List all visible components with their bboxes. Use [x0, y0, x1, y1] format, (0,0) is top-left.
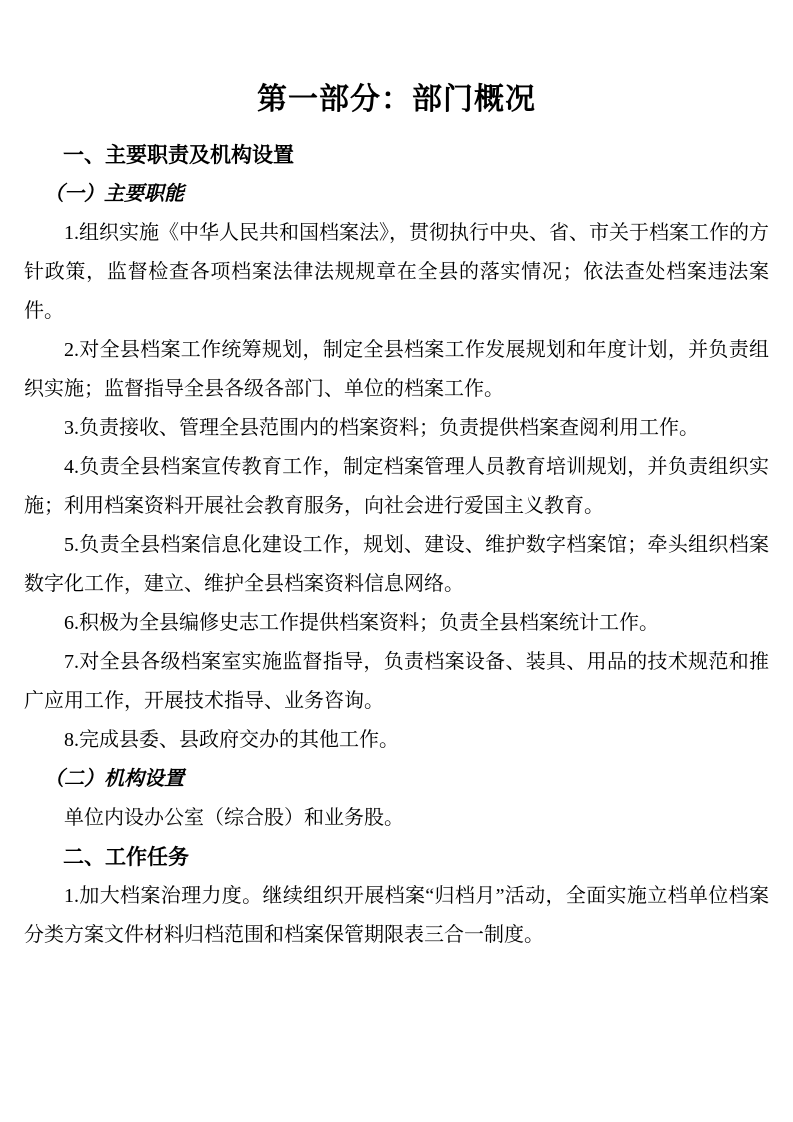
paragraph-duty-6: 6.积极为全县编修史志工作提供档案资料；负责全县档案统计工作。: [64, 612, 659, 634]
paragraph-duty-7: 7.对全县各级档案室实施监督指导，负责档案设备、装具、用品的技术规范和推广应用工作，开展技术指导、业务咨询。: [24, 651, 769, 712]
sub-heading-main-functions: （一）主要职能: [44, 183, 184, 205]
paragraph-duty-3: 3.负责接收、管理全县范围内的档案资料；负责提供档案查阅利用工作。: [64, 417, 699, 439]
paragraph-org-structure: 单位内设办公室（综合股）和业务股。: [64, 807, 404, 829]
page-title: 第一部分：部门概况: [257, 83, 536, 116]
paragraph-duty-8: 8.完成县委、县政府交办的其他工作。: [64, 729, 399, 751]
paragraph-task-1: 1.加大档案治理力度。继续组织开展档案“归档月”活动，全面实施立档单位档案分类方案文件材料归档范围和档案保管期限表三合一制度。: [24, 885, 769, 946]
paragraph-duty-4: 4.负责全县档案宣传教育工作，制定档案管理人员教育培训规划，并负责组织实施；利用档案资料开展社会教育服务，向社会进行爱国主义教育。: [24, 456, 769, 517]
paragraph-duty-2: 2.对全县档案工作统筹规划，制定全县档案工作发展规划和年度计划，并负责组织实施；监督指导全县各级各部门、单位的档案工作。: [24, 339, 769, 400]
paragraph-duty-1: 1.组织实施《中华人民共和国档案法》，贯彻执行中央、省、市关于档案工作的方针政策，监督检查各项档案法律法规规章在全县的落实情况；依法查处档案违法案件。: [24, 222, 769, 322]
paragraph-duty-5: 5.负责全县档案信息化建设工作，规划、建设、维护数字档案馆；牵头组织档案数字化工作，建立、维护全县档案资料信息网络。: [24, 534, 769, 595]
sub-heading-org-structure: （二）机构设置: [44, 768, 184, 790]
section-heading-work-tasks: 二、工作任务: [63, 846, 189, 869]
section-heading-main-duties: 一、主要职责及机构设置: [63, 144, 294, 167]
